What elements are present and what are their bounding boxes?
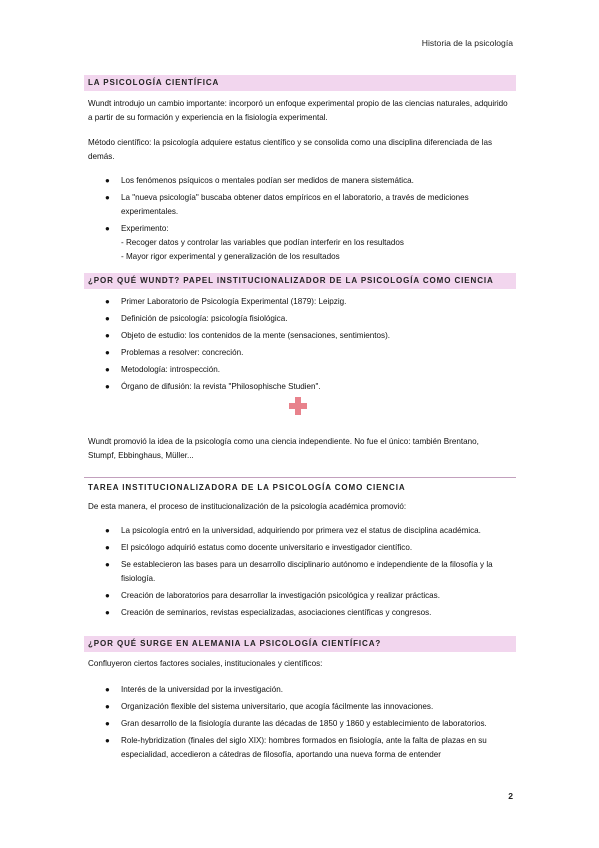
bullet-list-sec3: [103, 524, 513, 623]
paragraph-wundt-intro: Wundt introdujo un cambio importante: incorporó un enfoque experimental propio de las ciencias naturales, adquirido a partir de su formación y experiencia en la fisiología experimental.: [88, 99, 508, 122]
sub-item: - Mayor rigor experimental y generalización de los resultados: [121, 252, 340, 261]
list-item: ● Primer Laboratorio de Psicología Experimental (1879): Leipzig.: [103, 295, 513, 309]
bullet-list-sec1: [103, 174, 513, 267]
list-item: ● Los fenómenos psíquicos o mentales podían ser medidos de manera sistemática.: [103, 174, 513, 188]
bullet-icon: ●: [105, 560, 110, 569]
list-item: ● Definición de psicología: psicología fisiológica.: [103, 312, 513, 326]
section-heading-por-que-alemania: ¿POR QUÉ SURGE EN ALEMANIA LA PSICOLOGÍA CIENTÍFICA?: [84, 636, 516, 652]
plus-cross-icon: [288, 396, 308, 416]
bullet-icon: ●: [105, 736, 110, 745]
paragraph-confluyeron: Confluyeron ciertos factores sociales, institucionales y científicos:: [88, 659, 323, 668]
list-item: ● Órgano de difusión: la revista "Philosophische Studien".: [103, 380, 513, 394]
bullet-icon: ●: [105, 685, 110, 694]
list-item: ● Role-hybridization (finales del siglo XIX): hombres formados en fisiología, ante la falta de plazas en su especialidad, accedieron a cátedras de filosofía, aportando una nueva forma de entender: [105, 736, 487, 759]
page-number: 2: [508, 791, 513, 801]
sub-item: - Recoger datos y controlar las variables que podían interferir en los resultados: [121, 238, 404, 247]
bullet-icon: ●: [105, 382, 110, 391]
section-heading-psicologia-cientifica: LA PSICOLOGÍA CIENTÍFICA: [84, 75, 516, 91]
bullet-icon: ●: [105, 314, 110, 323]
list-item: ● La psicología entró en la universidad, adquiriendo por primera vez el status de disciplina académica.: [103, 524, 513, 538]
bullet-icon: ●: [105, 176, 110, 185]
list-item: ● El psicólogo adquirió estatus como docente universitario e investigador científico.: [103, 541, 513, 555]
list-item: ● Problemas a resolver: concreción.: [103, 346, 513, 360]
section-heading-tarea-institucionalizadora: TAREA INSTITUCIONALIZADORA DE LA PSICOLOGÍA COMO CIENCIA: [88, 483, 406, 492]
bullet-icon: ●: [105, 608, 110, 617]
bullet-icon: ●: [105, 297, 110, 306]
bullet-icon: ●: [105, 224, 110, 233]
list-item: ● Metodología: introspección.: [103, 363, 513, 377]
section-divider-line: [84, 477, 516, 478]
bullet-icon: ●: [105, 348, 110, 357]
list-item: ● Gran desarrollo de la fisiología durante las décadas de 1850 y 1860 y establecimiento de laboratorios.: [103, 717, 513, 731]
list-item: ● Organización flexible del sistema universitario, que acogía fácilmente las innovaciones.: [103, 700, 513, 714]
section-heading-por-que-wundt: ¿POR QUÉ WUNDT? PAPEL INSTITUCIONALIZADOR DE LA PSICOLOGÍA COMO CIENCIA: [84, 273, 516, 289]
bullet-icon: ●: [105, 526, 110, 535]
bullet-list-sec4: [103, 683, 513, 765]
list-item: ● Experimento: - Recoger datos y controlar las variables que podían interferir en los resultados - Mayor rigor experimental y generalización de los resultados: [103, 222, 513, 264]
list-item: ● Objeto de estudio: los contenidos de la mente (sensaciones, sentimientos).: [103, 329, 513, 343]
paragraph-metodo-cientifico: Método científico: la psicología adquiere estatus científico y se consolida como una disciplina diferenciada de las demás.: [88, 138, 493, 161]
paragraph-de-esta-manera: De esta manera, el proceso de institucionalización de la psicología académica promovió:: [88, 502, 407, 511]
list-item: ● Creación de laboratorios para desarrollar la investigación psicológica y realizar prácticas.: [103, 589, 513, 603]
paragraph-wundt-promovio: Wundt promovió la idea de la psicología como una ciencia independiente. No fue el único: también Brentano, Stumpf, Ebbinghaus, Müller...: [88, 437, 479, 460]
bullet-icon: ●: [105, 719, 110, 728]
list-item: ● Creación de seminarios, revistas especializadas, asociaciones científicas y congresos.: [103, 606, 513, 620]
bullet-icon: ●: [105, 365, 110, 374]
bullet-icon: ●: [105, 193, 110, 202]
list-item: ● La "nueva psicología" buscaba obtener datos empíricos en el laboratorio, a través de mediciones experimentales.: [105, 193, 469, 216]
bullet-icon: ●: [105, 331, 110, 340]
running-header: Historia de la psicología: [421, 38, 513, 48]
bullet-icon: ●: [105, 591, 110, 600]
list-item: ● Interés de la universidad por la investigación.: [103, 683, 513, 697]
bullet-icon: ●: [105, 543, 110, 552]
bullet-list-sec2: [103, 295, 513, 397]
list-item: ● Se establecieron las bases para un desarrollo disciplinario autónomo e independiente de la filosofía y la fisiología.: [105, 560, 493, 583]
bullet-icon: ●: [105, 702, 110, 711]
